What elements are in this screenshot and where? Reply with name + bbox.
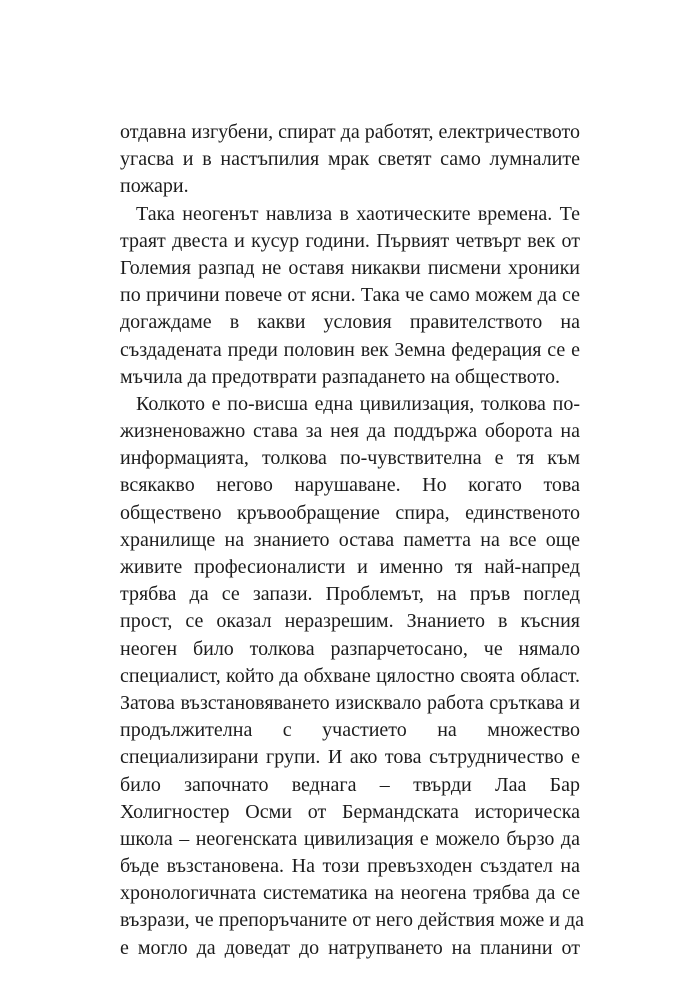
text-line: прост, се оказал неразрешим. Знанието в късния [120,610,580,633]
text-line: всякакво негово нарушаване. Но когато това [120,474,580,497]
text-line: е могло да доведат до натрупването на планини от [120,936,580,959]
text-line: специалист, който да обхване цялостно своята област. [120,664,580,687]
text-line: специализирани групи. И ако това сътрудничество е [120,746,580,769]
paragraph-3 [120,391,585,962]
text-line: отдавна изгубени, спират да работят, електричеството [120,121,580,143]
text-line: трябва да се запази. Проблемът, на пръв поглед [120,583,580,606]
text-line: Така неогенът навлиза в хаотическите времена. Те [136,202,580,225]
text-line: мъчила да предотврати разпадането на обществото. [120,365,561,388]
text-line: Холигностер Осми от Бермандската историческа [120,800,580,823]
text-line: било започнато веднага – твърди Лаа Бар [120,773,580,796]
paragraph-2 [120,201,580,391]
text-line: угасва и в настъпилия мрак светят само лумналите [120,148,580,171]
text-line: продължителна с участието на множество [120,719,580,742]
text-line: траят двеста и кусур години. Първият четвърт век от [120,229,580,252]
text-line: създадената преди половин век Земна федерация се е [120,338,580,361]
text-line: живите професионалисти и именно тя най-напред [120,556,580,578]
text-line: Колкото е по-висша една цивилизация, толкова по- [136,392,580,415]
text-line: неоген било толкова разпарчетосано, че нямало [120,637,580,660]
text-line: бъде възстановена. На този превъзходен създател на [120,855,580,878]
text-line: хранилище на знанието остава паметта на все още [120,528,580,551]
paragraph-1 [120,119,580,201]
text-line: школа – неогенската цивилизация е можело бързо да [120,827,580,850]
text-line: Големия разпад не оставя никакви писмени хроники [120,256,580,279]
text-line: по причини повече от ясни. Така че само можем да се [120,284,580,307]
text-line: информацията, толкова по-чувствителна е тя към [120,447,580,470]
text-line: догаждаме в какви условия правителството на [120,311,580,334]
text-line: пожари. [120,175,189,198]
body-text [120,119,585,962]
text-line: жизненоважно става за нея да поддържа оборота на [120,420,580,443]
text-line: обществено кръвообращение спира, единственото [120,501,580,524]
text-line: Затова възстановяването изисквало работа сръткава и [120,691,580,714]
text-line: възрази, че препоръчаните от него действия може и да [120,909,585,932]
text-line: хронологичната систематика на неогена трябва да се [120,882,580,905]
